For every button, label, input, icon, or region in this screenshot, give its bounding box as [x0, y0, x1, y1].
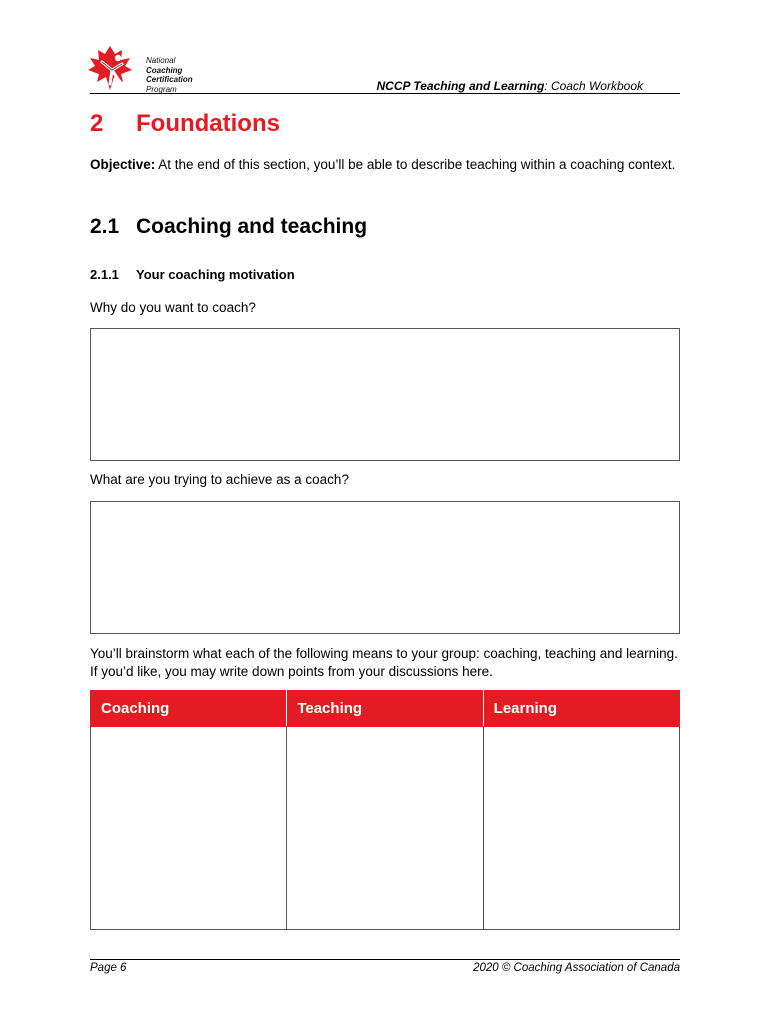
logo-line: Program [146, 84, 177, 94]
objective-paragraph [90, 156, 680, 174]
brainstorm-table [90, 690, 680, 930]
subsubsection-number: 2.1.1 [90, 267, 119, 282]
table-header-coaching: Coaching [91, 691, 287, 727]
footer-divider [90, 959, 680, 960]
header-divider [90, 93, 680, 94]
table-header-learning: Learning [483, 691, 679, 727]
table-header-teaching: Teaching [287, 691, 483, 727]
document-title-sub: : Coach Workbook [544, 79, 643, 93]
logo-line: National [146, 56, 176, 65]
table-cell-learning[interactable] [483, 727, 679, 930]
page-number: Page 6 [90, 962, 127, 974]
table-cell-coaching[interactable] [91, 727, 287, 930]
table-cell-teaching[interactable] [287, 727, 483, 930]
answer-box-why-coach[interactable] [90, 328, 680, 461]
logo-line: Coaching [146, 65, 183, 75]
logo-line: Certification [146, 75, 193, 84]
document-title-main: NCCP Teaching and Learning [376, 79, 545, 93]
subsubsection-title: Your coaching motivation [136, 267, 295, 282]
brainstorm-paragraph: You’ll brainstorm what each of the following means to your group: coaching, teaching and learning. If you’d like, you may write down points from your discussions here. [90, 646, 678, 679]
objective-label: Objective: [90, 157, 156, 172]
answer-box-achieve[interactable] [90, 501, 680, 634]
subsection-number: 2.1 [90, 215, 120, 238]
objective-text: At the end of this section, you’ll be able to describe teaching within a coaching context. [155, 157, 676, 172]
question-why-coach: Why do you want to coach? [90, 300, 256, 315]
section-number: 2 [90, 110, 104, 137]
copyright-notice: 2020 © Coaching Association of Canada [473, 962, 680, 974]
question-achieve: What are you trying to achieve as a coach? [90, 472, 349, 487]
logo-wordmark [146, 56, 193, 94]
section-title: Foundations [136, 110, 280, 137]
subsection-title: Coaching and teaching [136, 215, 368, 238]
document-title [376, 79, 643, 93]
